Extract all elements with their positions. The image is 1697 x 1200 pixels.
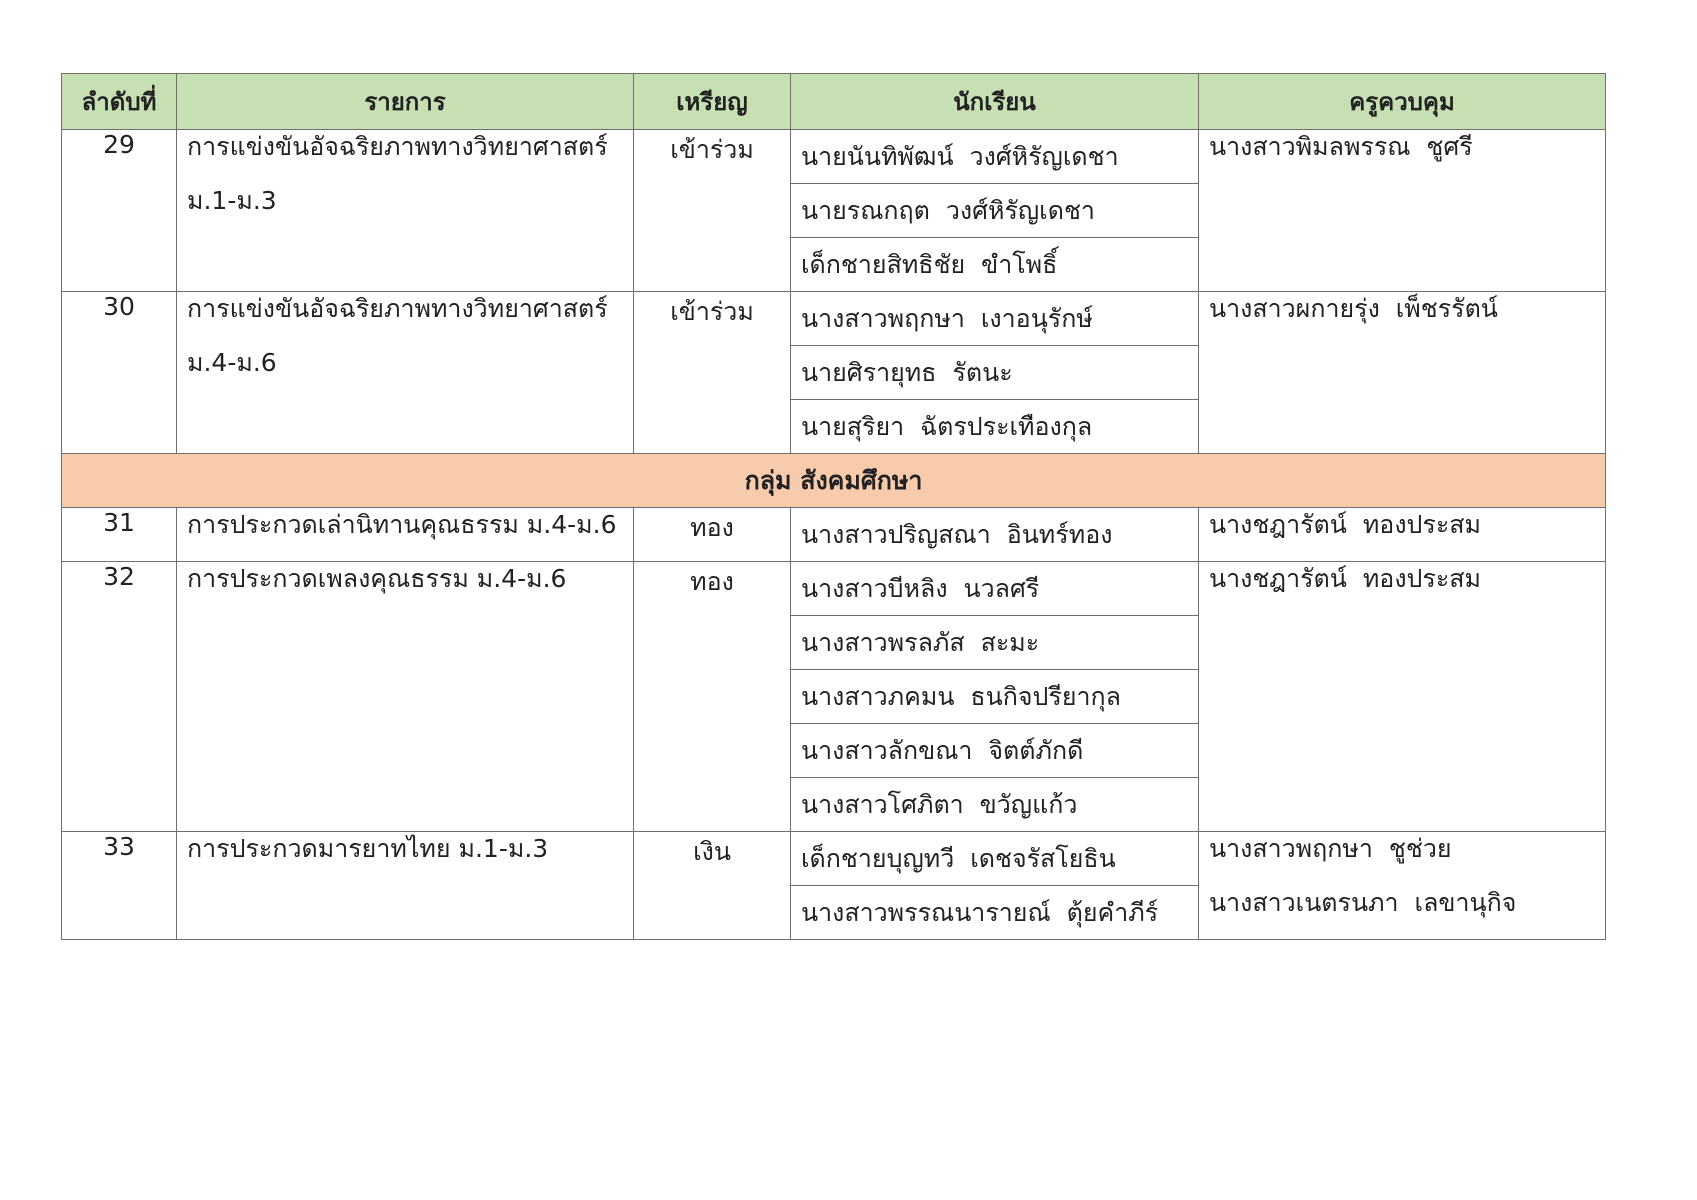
item-cell [177,508,634,562]
item-line: การประกวดเล่านิทานคุณธรรม ม.4-ม.6 [187,510,617,539]
table-row [62,130,1606,184]
table-row [62,292,1606,346]
student-name: นางสาวภคมน ธนกิจปรียากุล [791,670,1199,724]
item-cell [177,292,634,454]
header-no: ลำดับที่ [62,74,177,130]
awards-table [61,73,1606,940]
medal-cell: ทอง [634,508,791,562]
item-cell [177,130,634,292]
table-row [62,562,1606,616]
teacher-name: นางสาวพิมลพรรณ ชูศรี [1209,132,1473,161]
item-cell [177,562,634,832]
row-number: 30 [62,292,177,454]
teacher-cell [1199,832,1606,940]
teacher-cell [1199,562,1606,832]
item-line: ม.1-ม.3 [187,186,277,215]
student-name: นายสุริยา ฉัตรประเทืองกุล [791,400,1199,454]
teacher-name: นางสาวผกายรุ่ง เพ็ชรรัตน์ [1209,294,1498,323]
student-name: นางสาวปริญสณา อินทร์ทอง [791,508,1199,562]
header-medal: เหรียญ [634,74,791,130]
item-line: การประกวดเพลงคุณธรรม ม.4-ม.6 [187,564,567,593]
table-header [62,74,1606,130]
row-number: 32 [62,562,177,832]
header-students: นักเรียน [791,74,1199,130]
student-name: นางสาวบีหลิง นวลศรี [791,562,1199,616]
group-row [62,454,1606,508]
teacher-name: นางสาวพฤกษา ชูช่วย [1209,834,1452,863]
student-name: นายศิรายุทธ รัตนะ [791,346,1199,400]
teacher-name: นางชฎารัตน์ ทองประสม [1209,564,1481,593]
student-name: นางสาวโศภิตา ขวัญแก้ว [791,778,1199,832]
student-name: นางสาวลักขณา จิตต์ภักดี [791,724,1199,778]
teacher-name: นางสาวเนตรนภา เลขานุกิจ [1209,888,1517,917]
student-name: นางสาวพฤกษา เงาอนุรักษ์ [791,292,1199,346]
item-line: การประกวดมารยาทไทย ม.1-ม.3 [187,834,549,863]
medal-cell: เข้าร่วม [634,292,791,454]
medal-cell: เข้าร่วม [634,130,791,292]
teacher-cell [1199,292,1606,454]
medal-cell: ทอง [634,562,791,832]
header-row [62,74,1606,130]
teacher-cell [1199,508,1606,562]
table-row [62,508,1606,562]
item-line: การแข่งขันอัจฉริยภาพทางวิทยาศาสตร์ [187,294,608,323]
medal-cell: เงิน [634,832,791,940]
item-cell [177,832,634,940]
row-number: 33 [62,832,177,940]
header-teachers: ครูควบคุม [1199,74,1606,130]
student-name: นางสาวพรลภัส สะมะ [791,616,1199,670]
student-name: เด็กชายสิทธิชัย ขำโพธิ์ [791,238,1199,292]
row-number: 29 [62,130,177,292]
student-name: นายนันทิพัฒน์ วงศ์หิรัญเดชา [791,130,1199,184]
item-line: ม.4-ม.6 [187,348,277,377]
student-name: เด็กชายบุญทวี เดชจรัสโยธิน [791,832,1199,886]
teacher-cell [1199,130,1606,292]
header-item: รายการ [177,74,634,130]
student-name: นางสาวพรรณนารายณ์ ตุ้ยคำภีร์ [791,886,1199,940]
table-row [62,832,1606,886]
teacher-name: นางชฎารัตน์ ทองประสม [1209,510,1481,539]
group-label: กลุ่ม สังคมศึกษา [62,454,1606,508]
item-line: การแข่งขันอัจฉริยภาพทางวิทยาศาสตร์ [187,132,608,161]
row-number: 31 [62,508,177,562]
student-name: นายรณกฤต วงศ์หิรัญเดชา [791,184,1199,238]
